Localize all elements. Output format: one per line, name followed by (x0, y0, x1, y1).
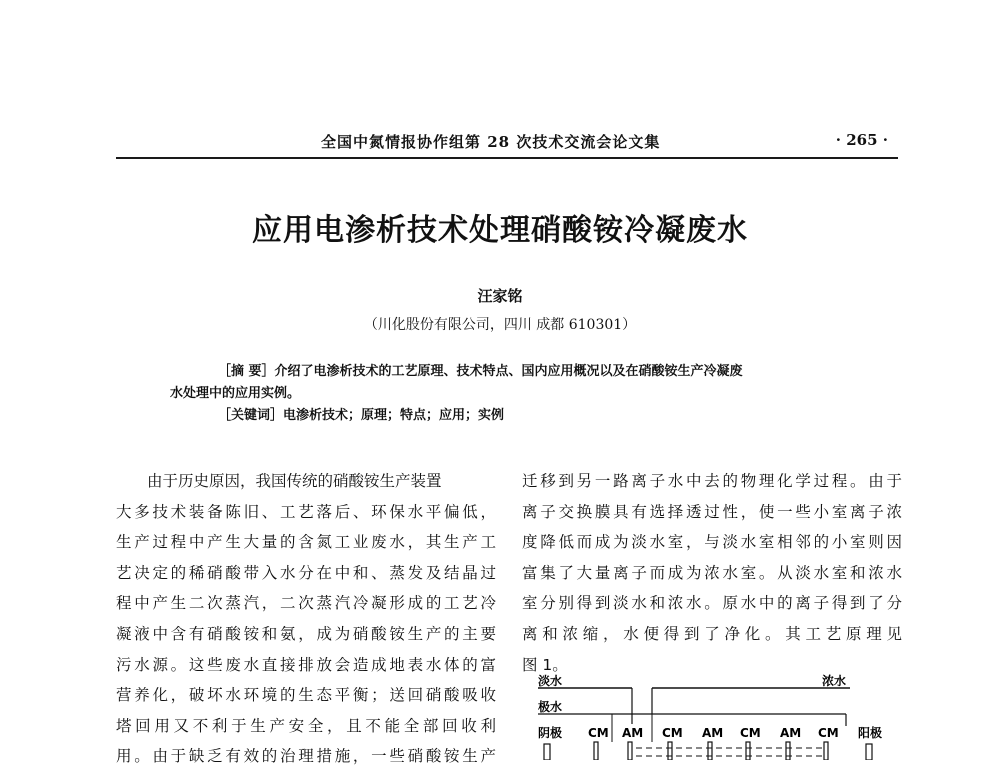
body-line: 度降低而成为淡水室，与淡水室相邻的小室则因 (522, 533, 902, 552)
journal-series-title: 全国中氮情报协作组第 28 次技术交流会论文集 (321, 133, 661, 151)
membrane-cm-3 (746, 742, 750, 760)
body-line: 用。由于缺乏有效的治理措施，一些硝酸铵生产 (116, 747, 496, 766)
label-anode: 阳极 (858, 726, 883, 740)
label-membrane-cm-4: CM (818, 726, 839, 740)
body-line: 污水源。这些废水直接排放会造成地表水体的富 (116, 655, 496, 674)
body-line: 迁移到另一路离子水中去的物理化学过程。由于 (522, 472, 902, 490)
label-cathode: 阴极 (538, 726, 563, 740)
membrane-cm-2 (668, 742, 672, 760)
body-line: 塔回用又不利于生产安全，且不能全部回收利 (116, 716, 496, 735)
body-line: 图 1。 (522, 655, 568, 674)
keywords-line: ［关键词］电渗析技术；原理；特点；应用；实例 (218, 408, 505, 423)
running-header (116, 131, 898, 159)
cathode-electrode (544, 744, 550, 760)
body-line: 由于历史原因，我国传统的硝酸铵生产装置 (147, 472, 442, 490)
figure-1-electrodialysis-diagram (524, 674, 894, 760)
page-number: · 265 · (835, 131, 888, 149)
membrane-cm-4 (824, 742, 828, 760)
label-membrane-am-2: AM (702, 726, 724, 740)
label-membrane-am-1: AM (622, 726, 644, 740)
membrane-am-3 (786, 742, 790, 760)
body-line: 程中产生二次蒸汽，二次蒸汽冷凝形成的工艺冷 (116, 594, 496, 613)
membrane-am-2 (708, 742, 712, 760)
author-affiliation: （川化股份有限公司，四川 成都 610301） (363, 317, 637, 333)
body-line: 凝液中含有硝酸铵和氨，成为硝酸铵生产的主要 (116, 624, 496, 643)
abstract-block (170, 361, 830, 427)
membrane-am-1 (628, 742, 632, 760)
author-name: 汪家铭 (477, 287, 523, 305)
label-dilute: 淡水 (538, 674, 563, 688)
body-line: 室分别得到淡水和浓水。原水中的离子得到了分 (522, 594, 902, 613)
body-column-right (522, 466, 902, 680)
membrane-cm-1 (594, 742, 598, 760)
body-line: 营养化，破坏水环境的生态平衡；送回硝酸吸收 (116, 686, 496, 705)
label-membrane-cm-3: CM (740, 726, 761, 740)
anode-electrode (866, 744, 872, 760)
label-membrane-cm-2: CM (662, 726, 683, 740)
figure-1-svg (524, 674, 894, 760)
abstract-line-1: ［摘 要］介绍了电渗析技术的工艺原理、技术特点、国内应用概况以及在硝酸铵生产冷凝废 (218, 364, 743, 379)
label-concentrate: 浓水 (822, 674, 847, 688)
body-line: 艺决定的稀硝酸带入水分在中和、蒸发及结晶过 (116, 563, 496, 582)
abstract-line-2: 水处理中的应用实例。 (170, 386, 301, 401)
body-line: 离和浓缩，水便得到了净化。其工艺原理见 (522, 624, 902, 643)
paper-title: 应用电渗析技术处理硝酸铵冷凝废水 (252, 213, 748, 248)
body-line: 大多技术装备陈旧、工艺落后、环保水平偏低， (116, 502, 496, 521)
body-line: 离子交换膜具有选择透过性，使一些小室离子浓 (522, 502, 902, 521)
body-column-left (116, 466, 496, 772)
label-membrane-am-3: AM (780, 726, 802, 740)
body-line: 富集了大量离子而成为浓水室。从淡水室和浓水 (522, 563, 902, 582)
label-membrane-cm-1: CM (588, 726, 609, 740)
label-electrode-water: 极水 (538, 700, 563, 714)
body-line: 生产过程中产生大量的含氮工业废水，其生产工 (116, 533, 496, 552)
